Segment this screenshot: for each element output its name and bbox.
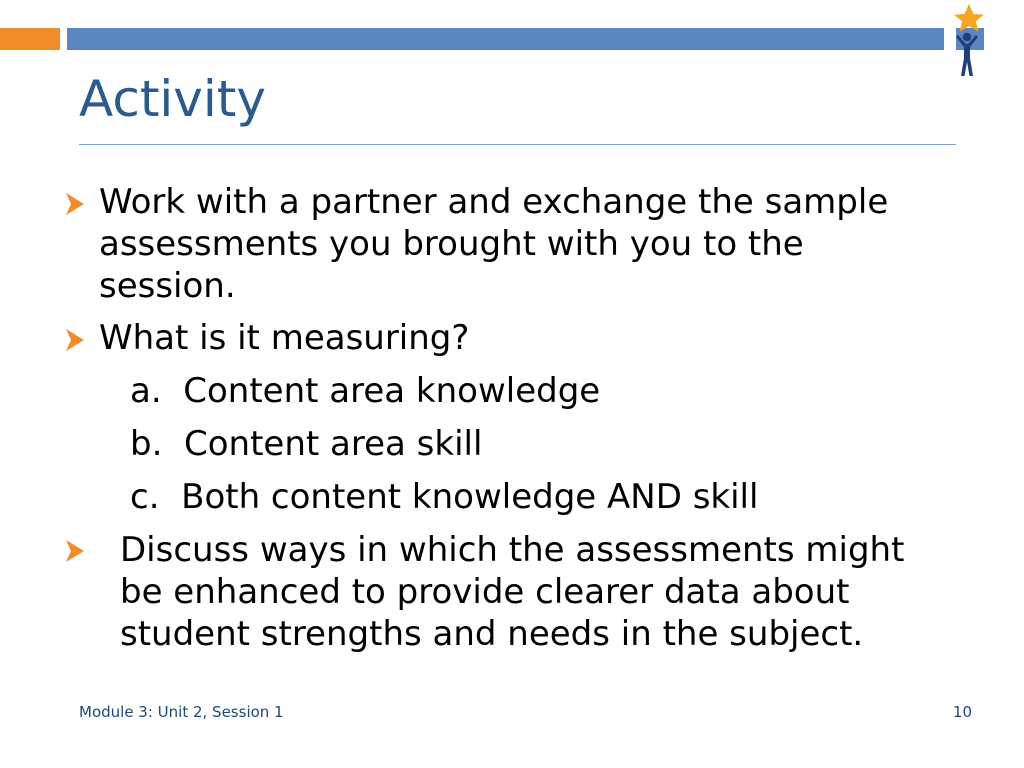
bullet-item-3: Discuss ways in which the assessments might be enhanced to provide clearer data about student strengths and needs in the subject.	[120, 530, 916, 654]
title-divider	[79, 144, 956, 145]
footer-page-number: 10	[952, 703, 972, 721]
header-blue-bar	[67, 28, 944, 50]
bullet-item-1: Work with a partner and exchange the sample assessments you brought with you to the session.	[99, 182, 900, 306]
slide-title: Activity	[79, 70, 266, 128]
arrow-bullet-icon	[64, 192, 86, 216]
sub-item-c: c. Both content knowledge AND skill	[130, 477, 759, 517]
header-orange-bar	[0, 28, 60, 50]
sub-item-a: a. Content area knowledge	[130, 371, 601, 411]
bullet-item-2: What is it measuring?	[99, 318, 470, 358]
star-figure-logo-icon	[945, 2, 993, 80]
arrow-bullet-icon	[64, 328, 86, 352]
footer-module-label: Module 3: Unit 2, Session 1	[79, 703, 284, 721]
arrow-bullet-icon	[64, 539, 86, 563]
sub-item-b: b. Content area skill	[130, 424, 483, 464]
